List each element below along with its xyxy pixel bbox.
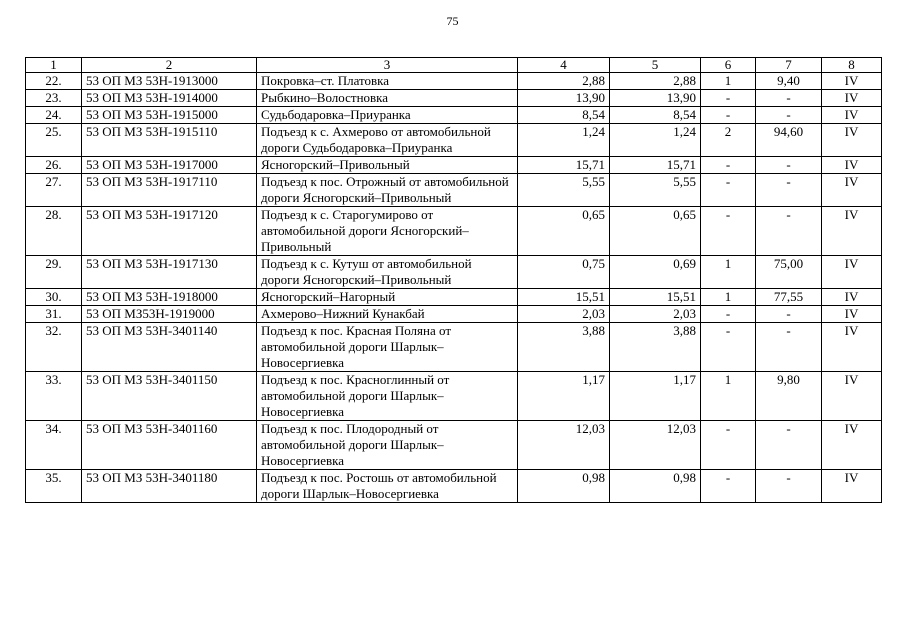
table-row bbox=[26, 90, 882, 107]
value-col-4: 1,17 bbox=[518, 372, 610, 421]
row-number: 25. bbox=[26, 124, 82, 157]
table-row bbox=[26, 107, 882, 124]
column-header: 6 bbox=[701, 58, 756, 73]
road-category: IV bbox=[822, 421, 882, 470]
table-body bbox=[26, 73, 882, 503]
value-col-5: 13,90 bbox=[610, 90, 701, 107]
value-col-4: 3,88 bbox=[518, 323, 610, 372]
table-row bbox=[26, 306, 882, 323]
value-col-5: 3,88 bbox=[610, 323, 701, 372]
value-col-4: 0,65 bbox=[518, 207, 610, 256]
row-number: 30. bbox=[26, 289, 82, 306]
value-col-6: 1 bbox=[701, 289, 756, 306]
road-code: 53 ОП МЗ 53Н-1914000 bbox=[82, 90, 257, 107]
value-col-4: 0,98 bbox=[518, 470, 610, 503]
road-name: Ахмерово–Нижний Кунакбай bbox=[257, 306, 518, 323]
value-col-7: - bbox=[756, 421, 822, 470]
road-category: IV bbox=[822, 306, 882, 323]
table-row bbox=[26, 124, 882, 157]
value-col-6: - bbox=[701, 306, 756, 323]
table-row bbox=[26, 207, 882, 256]
road-code: 53 ОП МЗ 53Н-1915110 bbox=[82, 124, 257, 157]
value-col-6: - bbox=[701, 207, 756, 256]
road-name: Подъезд к пос. Плодородный от автомобильной дороги Шарлык–Новосергиевка bbox=[257, 421, 518, 470]
column-header: 2 bbox=[82, 58, 257, 73]
value-col-7: - bbox=[756, 323, 822, 372]
table-row bbox=[26, 289, 882, 306]
value-col-7: - bbox=[756, 107, 822, 124]
row-number: 28. bbox=[26, 207, 82, 256]
table-row bbox=[26, 73, 882, 90]
value-col-6: 2 bbox=[701, 124, 756, 157]
road-category: IV bbox=[822, 256, 882, 289]
road-category: IV bbox=[822, 124, 882, 157]
value-col-7: 9,40 bbox=[756, 73, 822, 90]
row-number: 34. bbox=[26, 421, 82, 470]
value-col-7: - bbox=[756, 90, 822, 107]
row-number: 35. bbox=[26, 470, 82, 503]
row-number: 24. bbox=[26, 107, 82, 124]
roads-table bbox=[25, 57, 882, 503]
value-col-4: 0,75 bbox=[518, 256, 610, 289]
value-col-6: 1 bbox=[701, 372, 756, 421]
value-col-7: - bbox=[756, 306, 822, 323]
road-code: 53 ОП МЗ 53Н-1917130 bbox=[82, 256, 257, 289]
road-name: Подъезд к пос. Ростошь от автомобильной дороги Шарлык–Новосергиевка bbox=[257, 470, 518, 503]
value-col-5: 2,88 bbox=[610, 73, 701, 90]
value-col-5: 15,71 bbox=[610, 157, 701, 174]
row-number: 31. bbox=[26, 306, 82, 323]
road-category: IV bbox=[822, 90, 882, 107]
column-header: 8 bbox=[822, 58, 882, 73]
value-col-7: - bbox=[756, 470, 822, 503]
road-code: 53 ОП МЗ 53Н-1915000 bbox=[82, 107, 257, 124]
road-code: 53 ОП МЗ 53Н-1918000 bbox=[82, 289, 257, 306]
value-col-6: - bbox=[701, 157, 756, 174]
table-row bbox=[26, 157, 882, 174]
road-code: 53 ОП МЗ 53Н-3401140 bbox=[82, 323, 257, 372]
value-col-5: 8,54 bbox=[610, 107, 701, 124]
value-col-7: 94,60 bbox=[756, 124, 822, 157]
value-col-5: 1,24 bbox=[610, 124, 701, 157]
value-col-7: 75,00 bbox=[756, 256, 822, 289]
value-col-5: 2,03 bbox=[610, 306, 701, 323]
row-number: 23. bbox=[26, 90, 82, 107]
row-number: 27. bbox=[26, 174, 82, 207]
road-code: 53 ОП МЗ 53Н-3401150 bbox=[82, 372, 257, 421]
table-row bbox=[26, 256, 882, 289]
row-number: 29. bbox=[26, 256, 82, 289]
road-category: IV bbox=[822, 323, 882, 372]
road-name: Подъезд к с. Кутуш от автомобильной дороги Ясногорский–Привольный bbox=[257, 256, 518, 289]
table-row bbox=[26, 470, 882, 503]
road-code: 53 ОП МЗ 53Н-1917000 bbox=[82, 157, 257, 174]
column-header: 1 bbox=[26, 58, 82, 73]
value-col-4: 13,90 bbox=[518, 90, 610, 107]
value-col-5: 0,98 bbox=[610, 470, 701, 503]
table-row bbox=[26, 323, 882, 372]
road-category: IV bbox=[822, 470, 882, 503]
road-code: 53 ОП МЗ 53Н-1917110 bbox=[82, 174, 257, 207]
road-category: IV bbox=[822, 372, 882, 421]
value-col-6: - bbox=[701, 107, 756, 124]
road-name: Судьбодаровка–Приуранка bbox=[257, 107, 518, 124]
road-name: Подъезд к пос. Красная Поляна от автомобильной дороги Шарлык–Новосергиевка bbox=[257, 323, 518, 372]
value-col-5: 5,55 bbox=[610, 174, 701, 207]
value-col-6: - bbox=[701, 174, 756, 207]
value-col-5: 1,17 bbox=[610, 372, 701, 421]
road-category: IV bbox=[822, 107, 882, 124]
value-col-4: 1,24 bbox=[518, 124, 610, 157]
road-code: 53 ОП МЗ 53Н-1913000 bbox=[82, 73, 257, 90]
road-code: 53 ОП МЗ53Н-1919000 bbox=[82, 306, 257, 323]
value-col-5: 0,69 bbox=[610, 256, 701, 289]
value-col-4: 8,54 bbox=[518, 107, 610, 124]
road-category: IV bbox=[822, 174, 882, 207]
page-number: 75 bbox=[446, 14, 459, 28]
value-col-7: - bbox=[756, 207, 822, 256]
row-number: 22. bbox=[26, 73, 82, 90]
road-code: 53 ОП МЗ 53Н-3401160 bbox=[82, 421, 257, 470]
value-col-5: 0,65 bbox=[610, 207, 701, 256]
road-name: Ясногорский–Нагорный bbox=[257, 289, 518, 306]
road-category: IV bbox=[822, 289, 882, 306]
value-col-4: 15,51 bbox=[518, 289, 610, 306]
value-col-4: 15,71 bbox=[518, 157, 610, 174]
road-name: Покровка–ст. Платовка bbox=[257, 73, 518, 90]
road-name: Рыбкино–Волостновка bbox=[257, 90, 518, 107]
road-code: 53 ОП МЗ 53Н-3401180 bbox=[82, 470, 257, 503]
value-col-7: 77,55 bbox=[756, 289, 822, 306]
table-row bbox=[26, 372, 882, 421]
row-number: 32. bbox=[26, 323, 82, 372]
value-col-4: 5,55 bbox=[518, 174, 610, 207]
value-col-6: - bbox=[701, 323, 756, 372]
table-header-row bbox=[26, 58, 882, 73]
column-header: 7 bbox=[756, 58, 822, 73]
value-col-6: - bbox=[701, 470, 756, 503]
value-col-6: - bbox=[701, 90, 756, 107]
row-number: 26. bbox=[26, 157, 82, 174]
value-col-4: 12,03 bbox=[518, 421, 610, 470]
road-name: Подъезд к с. Ахмерово от автомобильной дороги Судьбодаровка–Приуранка bbox=[257, 124, 518, 157]
road-category: IV bbox=[822, 207, 882, 256]
table-row bbox=[26, 174, 882, 207]
value-col-7: - bbox=[756, 157, 822, 174]
value-col-7: 9,80 bbox=[756, 372, 822, 421]
road-code: 53 ОП МЗ 53Н-1917120 bbox=[82, 207, 257, 256]
value-col-5: 12,03 bbox=[610, 421, 701, 470]
column-header: 3 bbox=[257, 58, 518, 73]
road-name: Подъезд к пос. Красноглинный от автомобильной дороги Шарлык–Новосергиевка bbox=[257, 372, 518, 421]
column-header: 5 bbox=[610, 58, 701, 73]
road-name: Подъезд к пос. Отрожный от автомобильной дороги Ясногорский–Привольный bbox=[257, 174, 518, 207]
value-col-4: 2,88 bbox=[518, 73, 610, 90]
value-col-6: 1 bbox=[701, 73, 756, 90]
table-row bbox=[26, 421, 882, 470]
road-name: Ясногорский–Привольный bbox=[257, 157, 518, 174]
road-category: IV bbox=[822, 157, 882, 174]
road-name: Подъезд к с. Старогумирово от автомобильной дороги Ясногорский–Привольный bbox=[257, 207, 518, 256]
road-category: IV bbox=[822, 73, 882, 90]
value-col-6: - bbox=[701, 421, 756, 470]
value-col-6: 1 bbox=[701, 256, 756, 289]
value-col-4: 2,03 bbox=[518, 306, 610, 323]
value-col-5: 15,51 bbox=[610, 289, 701, 306]
value-col-7: - bbox=[756, 174, 822, 207]
column-header: 4 bbox=[518, 58, 610, 73]
row-number: 33. bbox=[26, 372, 82, 421]
